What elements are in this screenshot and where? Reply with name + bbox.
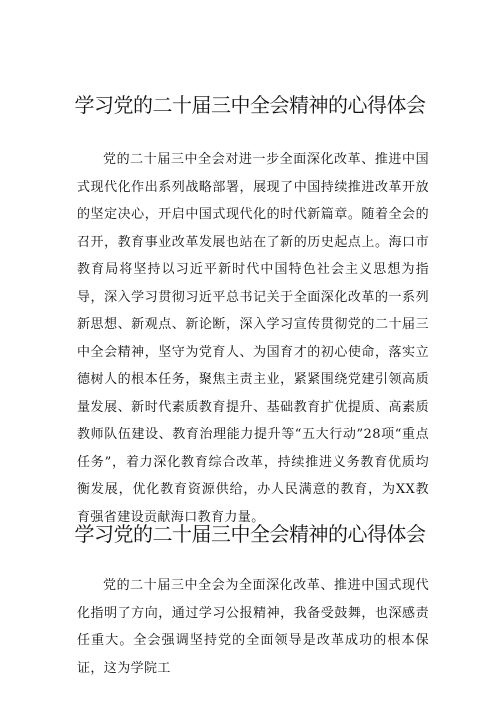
- article-title: 学习党的二十届三中全会精神的心得体会: [74, 522, 426, 546]
- article-title: 学习党的二十届三中全会精神的心得体会: [74, 93, 426, 117]
- article-section: [0, 521, 500, 676]
- article-paragraph: 党的二十届三中全会为全面深化改革、推进中国式现代化指明了方向，通过学习公报精神，我备受鼓舞，也深感责任重大。全会强调坚持党的全面领导是改革成功的根本保证，这为学院工: [77, 578, 429, 676]
- article-section: [0, 92, 500, 525]
- article-paragraph: 党的二十届三中全会对进一步全面深化改革、推进中国式现代化作出系列战略部署，展现了中国持续推进改革开放的坚定决心，开启中国式现代化的时代新篇章。随着全会的召开，教育事业改革发展也站在了新的历史起点上。海口市教育局将坚持以习近平新时代中国特色社会主义思想为指导，深入学习贯彻习近平总书记关于全面深化改革的一系列新思想、新观点、新论断，深入学习宣传贯彻党的二十届三中全会精神，坚守为党育人、为国育才的初心使命，落实立德树人的根本任务，聚焦主责主业，紧紧围绕党建引领高质量发展、新时代素质教育提升、基础教育扩优提质、高素质教师队伍建设、教育治理能力提升等“五大行动”28项“重点任务”，着力深化教育综合改革，持续推进义务教育优质均衡发展，优化教育资源供给，办人民满意的教育，为XX教育强省建设贡献海口教育力量。: [77, 152, 429, 525]
